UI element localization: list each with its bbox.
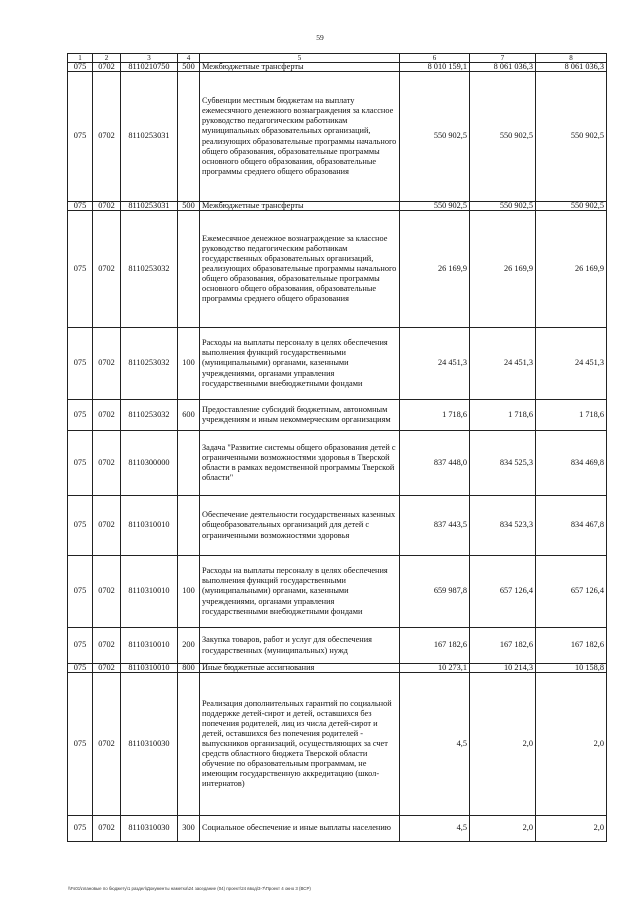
- target-article: 8110253032: [121, 328, 178, 400]
- expense-type: 500: [178, 202, 200, 211]
- amount-col-8: 834 469,8: [536, 431, 607, 496]
- amount-col-7: 26 169,9: [470, 211, 536, 328]
- table-row: [68, 496, 607, 556]
- section-code: 0702: [93, 496, 121, 556]
- description: Закупка товаров, работ и услуг для обеспечения государственных (муниципальных) нужд: [200, 628, 400, 664]
- expense-type: [178, 496, 200, 556]
- expense-type: 100: [178, 556, 200, 628]
- section-code: 0702: [93, 628, 121, 664]
- expense-type: 800: [178, 664, 200, 673]
- amount-col-7: 834 525,3: [470, 431, 536, 496]
- amount-col-6: 550 902,5: [400, 72, 470, 202]
- header-col-8: 8: [536, 54, 607, 63]
- amount-col-8: 657 126,4: [536, 556, 607, 628]
- table-row: [68, 431, 607, 496]
- description: Субвенции местным бюджетам на выплату ежемесячного денежного вознаграждения за классное руководство педагогическим работникам муниципальных образовательных организаций, реализующих образовательные программы начального общего образования, образовательные программы основного общего образования, образовательные программы среднего общего образования: [200, 72, 400, 202]
- admin-code: 075: [68, 673, 93, 816]
- amount-col-7: 8 061 036,3: [470, 63, 536, 72]
- amount-col-7: 550 902,5: [470, 72, 536, 202]
- table-row: [68, 328, 607, 400]
- amount-col-8: 24 451,3: [536, 328, 607, 400]
- amount-col-6: 1 718,6: [400, 400, 470, 431]
- description: Межбюджетные трансферты: [200, 63, 400, 72]
- admin-code: 075: [68, 63, 93, 72]
- description: Реализация дополнительных гарантий по социальной поддержке детей-сирот и детей, оставшихся без попечения родителей, лиц из числа детей-сирот и детей, оставшихся без попечения родителей - выпускников организаций, осуществляющих за счет средств областного бюджета Тверской области обучение по образовательным программам, не имеющим государственную аккредитацию (школ-интернатов): [200, 673, 400, 816]
- header-col-1: 1: [68, 54, 93, 63]
- amount-col-6: 837 448,0: [400, 431, 470, 496]
- amount-col-6: 167 182,6: [400, 628, 470, 664]
- amount-col-7: 24 451,3: [470, 328, 536, 400]
- file-path-footer: \\Fs01\плановые по бюджету\1 раздел\Документы наметка\24 заседание (04) проект\24 ввод\3-7\Проект 4 окно 3 (ВСР): [68, 886, 311, 891]
- admin-code: 075: [68, 628, 93, 664]
- amount-col-8: 2,0: [536, 673, 607, 816]
- table-row: [68, 63, 607, 72]
- section-code: 0702: [93, 556, 121, 628]
- admin-code: 075: [68, 202, 93, 211]
- target-article: 8110310010: [121, 496, 178, 556]
- table-row: [68, 816, 607, 842]
- target-article: 8110253032: [121, 211, 178, 328]
- amount-col-7: 10 214,3: [470, 664, 536, 673]
- target-article: 8110310010: [121, 664, 178, 673]
- target-article: 8110210750: [121, 63, 178, 72]
- section-code: 0702: [93, 63, 121, 72]
- amount-col-6: 659 987,8: [400, 556, 470, 628]
- header-col-7: 7: [470, 54, 536, 63]
- section-code: 0702: [93, 328, 121, 400]
- description: Расходы на выплаты персоналу в целях обеспечения выполнения функций государственными (муниципальными) органами, казенными учреждениями, органами управления государственными внебюджетными фондами: [200, 556, 400, 628]
- admin-code: 075: [68, 72, 93, 202]
- amount-col-6: 550 902,5: [400, 202, 470, 211]
- amount-col-7: 167 182,6: [470, 628, 536, 664]
- table-row: [68, 628, 607, 664]
- admin-code: 075: [68, 211, 93, 328]
- expense-type: 200: [178, 628, 200, 664]
- amount-col-8: 8 061 036,3: [536, 63, 607, 72]
- amount-col-8: 26 169,9: [536, 211, 607, 328]
- amount-col-7: 2,0: [470, 673, 536, 816]
- header-col-2: 2: [93, 54, 121, 63]
- section-code: 0702: [93, 211, 121, 328]
- expense-type: 100: [178, 328, 200, 400]
- amount-col-8: 167 182,6: [536, 628, 607, 664]
- amount-col-8: 550 902,5: [536, 202, 607, 211]
- amount-col-6: 26 169,9: [400, 211, 470, 328]
- admin-code: 075: [68, 816, 93, 842]
- description: Предоставление субсидий бюджетным, автономным учреждениям и иным некоммерческим организациям: [200, 400, 400, 431]
- amount-col-8: 10 158,8: [536, 664, 607, 673]
- page-number: 59: [316, 33, 324, 42]
- admin-code: 075: [68, 556, 93, 628]
- table-row: [68, 202, 607, 211]
- amount-col-6: 4,5: [400, 673, 470, 816]
- table-row: [68, 211, 607, 328]
- amount-col-6: 837 443,5: [400, 496, 470, 556]
- header-col-3: 3: [121, 54, 178, 63]
- amount-col-6: 10 273,1: [400, 664, 470, 673]
- table-row: [68, 673, 607, 816]
- table-row: [68, 400, 607, 431]
- expense-type: [178, 211, 200, 328]
- expense-type: [178, 72, 200, 202]
- target-article: 8110310010: [121, 628, 178, 664]
- expense-type: [178, 431, 200, 496]
- amount-col-8: 2,0: [536, 816, 607, 842]
- description: Иные бюджетные ассигнования: [200, 664, 400, 673]
- amount-col-8: 1 718,6: [536, 400, 607, 431]
- description: Расходы на выплаты персоналу в целях обеспечения выполнения функций государственными (муниципальными) органами, казенными учреждениями, органами управления государственными внебюджетными фондами: [200, 328, 400, 400]
- header-col-4: 4: [178, 54, 200, 63]
- table-body: [68, 63, 607, 842]
- target-article: 8110253031: [121, 72, 178, 202]
- amount-col-7: 834 523,3: [470, 496, 536, 556]
- amount-col-7: 550 902,5: [470, 202, 536, 211]
- admin-code: 075: [68, 328, 93, 400]
- table-row: [68, 556, 607, 628]
- amount-col-6: 8 010 159,1: [400, 63, 470, 72]
- admin-code: 075: [68, 431, 93, 496]
- target-article: 8110253031: [121, 202, 178, 211]
- target-article: 8110300000: [121, 431, 178, 496]
- admin-code: 075: [68, 400, 93, 431]
- table-row: [68, 664, 607, 673]
- description: Задача "Развитие системы общего образования детей с ограниченными возможностями здоровья в Тверской области в рамках ведомственной программы Тверской области": [200, 431, 400, 496]
- amount-col-6: 4,5: [400, 816, 470, 842]
- amount-col-8: 834 467,8: [536, 496, 607, 556]
- table-row: [68, 72, 607, 202]
- section-code: 0702: [93, 664, 121, 673]
- budget-table: [67, 53, 607, 842]
- header-col-5: 5: [200, 54, 400, 63]
- section-code: 0702: [93, 673, 121, 816]
- expense-type: 500: [178, 63, 200, 72]
- target-article: 8110310030: [121, 816, 178, 842]
- target-article: 8110310010: [121, 556, 178, 628]
- target-article: 8110253032: [121, 400, 178, 431]
- admin-code: 075: [68, 496, 93, 556]
- target-article: 8110310030: [121, 673, 178, 816]
- section-code: 0702: [93, 400, 121, 431]
- amount-col-8: 550 902,5: [536, 72, 607, 202]
- description: Социальное обеспечение и иные выплаты населению: [200, 816, 400, 842]
- description: Обеспечение деятельности государственных казенных общеобразовательных организаций для детей с ограниченными возможностями здоровья: [200, 496, 400, 556]
- section-code: 0702: [93, 431, 121, 496]
- amount-col-7: 657 126,4: [470, 556, 536, 628]
- expense-type: 300: [178, 816, 200, 842]
- header-col-6: 6: [400, 54, 470, 63]
- section-code: 0702: [93, 816, 121, 842]
- amount-col-7: 1 718,6: [470, 400, 536, 431]
- expense-type: [178, 673, 200, 816]
- description: Межбюджетные трансферты: [200, 202, 400, 211]
- expense-type: 600: [178, 400, 200, 431]
- section-code: 0702: [93, 202, 121, 211]
- amount-col-7: 2,0: [470, 816, 536, 842]
- amount-col-6: 24 451,3: [400, 328, 470, 400]
- description: Ежемесячное денежное вознаграждение за классное руководство педагогическим работникам государственных образовательных организаций, реализующих образовательные программы начального общего образования, образовательные программы основного общего образования, образовательные программы среднего общего образования: [200, 211, 400, 328]
- admin-code: 075: [68, 664, 93, 673]
- section-code: 0702: [93, 72, 121, 202]
